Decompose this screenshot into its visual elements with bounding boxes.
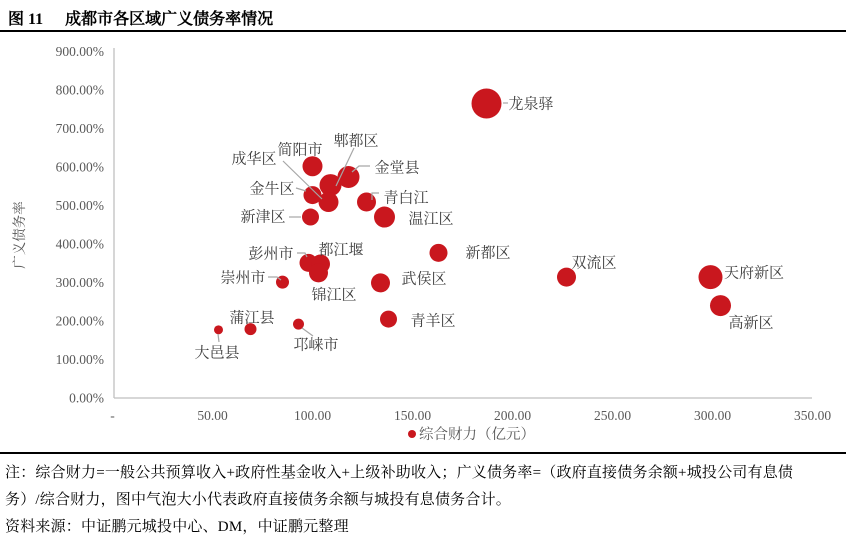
district-label: 双流区 xyxy=(571,255,617,272)
note-line-1: 注：综合财力=一般公共预算收入+政府性基金收入+上级补助收入；广义债务率=（政府直接债务余额+城投公司有息债 xyxy=(5,465,794,481)
data-bubble xyxy=(214,325,223,334)
data-bubble xyxy=(374,207,395,228)
data-bubble xyxy=(430,244,448,262)
x-tick-label: 200.00 xyxy=(493,408,532,423)
data-bubble xyxy=(710,295,731,316)
notes-divider xyxy=(0,452,846,454)
figure-number: 图 11 xyxy=(8,11,44,28)
x-tick-label: 300.00 xyxy=(693,408,732,423)
district-label: 蒲江县 xyxy=(229,310,275,327)
district-label: 邛崃市 xyxy=(293,337,339,354)
x-tick-label: 150.00 xyxy=(393,408,432,423)
district-label: 金堂县 xyxy=(374,160,420,177)
district-label: 大邑县 xyxy=(194,345,240,362)
data-bubble xyxy=(309,263,328,282)
label-leader-line xyxy=(302,328,313,336)
district-label: 成华区 xyxy=(231,151,277,168)
district-label: 郫都区 xyxy=(333,133,379,150)
figure-title-text: 成都市各区域广义债务率情况 xyxy=(65,11,274,28)
x-tick-label: 250.00 xyxy=(593,408,632,423)
note-line-2: 务）/综合财力，图中气泡大小代表政府直接债务余额与城投有息债务合计。 xyxy=(5,492,511,508)
data-bubble xyxy=(699,265,723,289)
district-label: 青羊区 xyxy=(410,313,456,330)
y-tick-label: 500.00% xyxy=(55,198,104,213)
source-line: 资料来源：中证鹏元城投中心、DM，中证鹏元整理 xyxy=(5,519,349,535)
district-label: 青白江 xyxy=(383,190,429,207)
data-bubble xyxy=(472,88,502,118)
y-tick-label: 600.00% xyxy=(55,159,104,175)
y-tick-label: 800.00% xyxy=(55,82,104,98)
y-tick-label: 900.00% xyxy=(55,44,104,59)
legend-marker-icon xyxy=(408,430,416,438)
district-label: 新都区 xyxy=(465,245,511,262)
legend-label: 综合财力（亿元） xyxy=(419,427,535,443)
y-tick-label: 300.00% xyxy=(55,275,104,290)
y-axis-title: 广义债务率 xyxy=(12,201,27,269)
district-label: 崇州市 xyxy=(220,270,266,287)
data-bubble xyxy=(380,311,397,328)
y-tick-label: 100.00% xyxy=(55,352,104,367)
x-tick-label: - xyxy=(110,408,115,423)
data-bubble xyxy=(357,193,376,212)
district-label: 武侯区 xyxy=(401,271,447,288)
data-bubble xyxy=(303,156,323,176)
district-label: 锦江区 xyxy=(311,287,357,304)
district-label: 龙泉驿 xyxy=(508,96,554,113)
district-label: 新津区 xyxy=(240,209,286,226)
data-bubble xyxy=(302,209,319,226)
district-label: 天府新区 xyxy=(723,265,785,282)
data-bubble xyxy=(319,192,339,212)
district-label: 金牛区 xyxy=(249,181,295,198)
district-label: 彭州市 xyxy=(248,246,294,263)
x-tick-label: 100.00 xyxy=(293,408,332,423)
data-bubble xyxy=(371,273,390,292)
district-label: 高新区 xyxy=(728,315,774,332)
x-tick-label: 350.00 xyxy=(793,408,832,423)
district-label: 都江堰 xyxy=(318,242,364,259)
label-leader-line xyxy=(296,188,306,191)
x-tick-label: 50.00 xyxy=(197,408,228,423)
district-label: 简阳市 xyxy=(277,142,323,159)
district-label: 温江区 xyxy=(408,211,454,228)
y-tick-label: 700.00% xyxy=(55,121,104,136)
label-leader-line xyxy=(218,334,219,342)
y-tick-label: 0.00% xyxy=(69,390,104,406)
y-tick-label: 400.00% xyxy=(55,236,104,252)
y-tick-label: 200.00% xyxy=(55,313,104,329)
